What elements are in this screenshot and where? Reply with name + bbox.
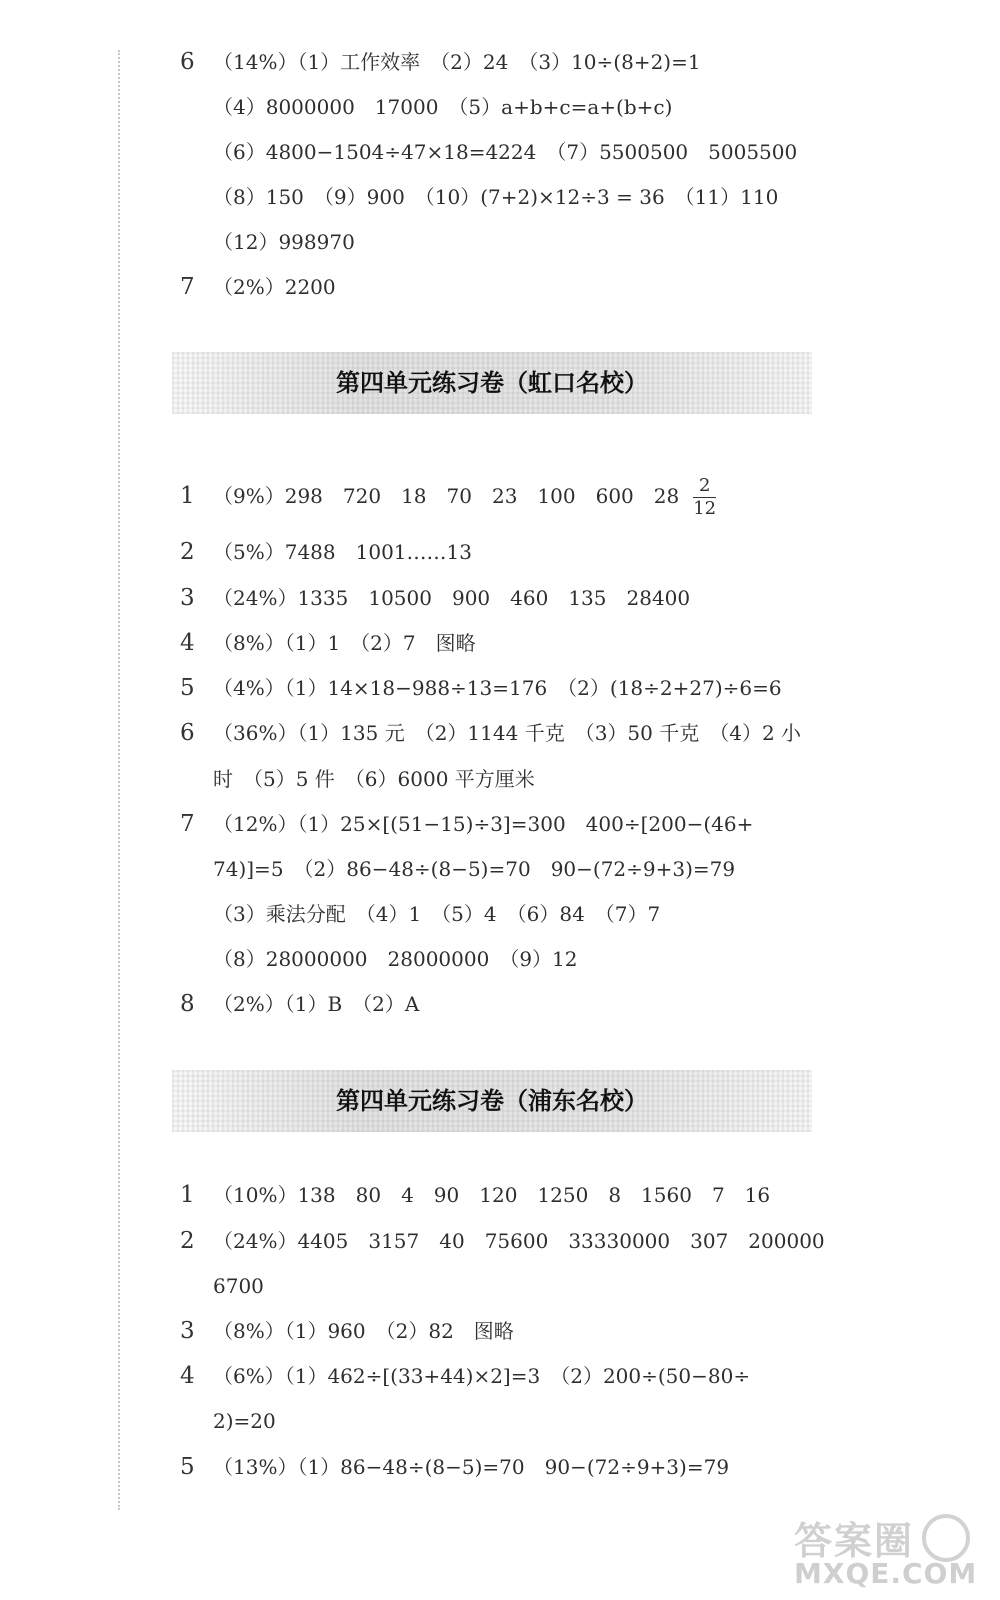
answer-text: 6700: [213, 1274, 264, 1298]
section-banner-hongkou: [172, 352, 812, 414]
answer-line: [180, 714, 801, 752]
answer-text: （2%）（1）B （2）A: [213, 992, 420, 1016]
answer-line: [180, 533, 472, 571]
answer-line: [180, 475, 717, 519]
answer-line: [213, 940, 578, 978]
answer-text: （24%）4405 3157 40 75600 33330000 307 200000: [213, 1229, 825, 1253]
answer-text: （14%）（1）工作效率 （2）24 （3）10÷(8+2)=1: [213, 50, 701, 74]
section-title: 第四单元练习卷（浦东名校）: [336, 1087, 648, 1115]
answer-line: [213, 760, 535, 798]
answer-text: （8）28000000 28000000 （9）12: [213, 947, 578, 971]
question-number: 4: [180, 1363, 195, 1389]
answer-line: [213, 133, 797, 171]
question-number: 7: [180, 811, 195, 837]
answer-line: [213, 223, 355, 261]
answer-text: 74)]=5 （2）86−48÷(8−5)=70 90−(72÷9+3)=79: [213, 857, 736, 881]
section-banner-pudong: [172, 1070, 812, 1132]
answer-text: （12%）（1）25×[(51−15)÷3]=300 400÷[200−(46+: [213, 812, 754, 836]
question-number: 1: [180, 1182, 195, 1208]
answer-text: （4%）（1）14×18−988÷13=176 （2）(18÷2+27)÷6=6: [213, 676, 782, 700]
question-number: 6: [180, 49, 195, 75]
answer-line: [180, 579, 690, 617]
answer-line: [213, 895, 660, 933]
answer-text: （36%）（1）135 元 （2）1144 千克 （3）50 千克 （4）2 小: [213, 721, 802, 745]
watermark-text: 答案圈: [794, 1519, 915, 1563]
question-number: 8: [180, 991, 195, 1017]
answer-text: （8）150 （9）900 （10）(7+2)×12÷3 = 36 （11）110: [213, 185, 779, 209]
answer-text: 时 （5）5 件 （6）6000 平方厘米: [213, 767, 535, 791]
question-number: 7: [180, 274, 195, 300]
section-title: 第四单元练习卷（虹口名校）: [336, 369, 648, 397]
question-number: 2: [180, 1228, 195, 1254]
question-number: 1: [180, 483, 195, 509]
answer-text: （8%）（1）960 （2）82 图略: [213, 1319, 514, 1343]
question-number: 3: [180, 1318, 195, 1344]
answer-text: （6%）（1）462÷[(33+44)×2]=3 （2）200÷(50−80÷: [213, 1364, 751, 1388]
answer-text: （8%）（1）1 （2）7 图略: [213, 631, 476, 655]
question-number: 2: [180, 539, 195, 565]
fraction-denominator: 12: [693, 498, 717, 519]
question-number: 3: [180, 585, 195, 611]
binding-margin-line: [118, 50, 120, 1510]
answer-text: （2%）2200: [213, 275, 336, 299]
answer-line: [213, 88, 672, 126]
answer-text: （13%）（1）86−48÷(8−5)=70 90−(72÷9+3)=79: [213, 1455, 730, 1479]
fraction-numerator: 2: [693, 475, 716, 498]
answer-line: [180, 1312, 514, 1350]
answer-line: [180, 1222, 825, 1260]
answer-line: [180, 985, 419, 1023]
answer-text: （4）8000000 17000 （5）a+b+c=a+(b+c): [213, 95, 673, 119]
question-number: 6: [180, 720, 195, 746]
answer-line: [180, 669, 782, 707]
answer-text: （24%）1335 10500 900 460 135 28400: [213, 586, 691, 610]
question-number: 4: [180, 630, 195, 656]
answer-line: [180, 43, 701, 81]
answer-line: [213, 178, 778, 216]
answer-line: [213, 1267, 264, 1305]
answer-text: （10%）138 80 4 90 120 1250 8 1560 7 16: [213, 1183, 771, 1207]
answer-line: [180, 268, 336, 306]
answer-text: （3）乘法分配 （4）1 （5）4 （6）84 （7）7: [213, 902, 661, 926]
answer-line: [180, 1176, 770, 1214]
watermark-seal-icon: [922, 1514, 970, 1562]
question-number: 5: [180, 675, 195, 701]
answer-line: [180, 1357, 750, 1395]
answer-line: [180, 805, 753, 843]
answer-text: （9%）298 720 18 70 23 100 600 28: [213, 484, 680, 508]
answer-text: 2)=20: [213, 1409, 276, 1433]
answer-line: [180, 624, 476, 662]
answer-text: （12）998970: [213, 230, 355, 254]
answer-text: （6）4800−1504÷47×18=4224 （7）5500500 5005500: [213, 140, 798, 164]
answer-text: （5%）7488 1001……13: [213, 540, 472, 564]
question-number: 5: [180, 1454, 195, 1480]
watermark-url: MXQE.COM: [794, 1557, 978, 1590]
watermark-logo: [794, 1510, 978, 1590]
answer-line: [213, 850, 735, 888]
fraction: [693, 475, 716, 520]
answer-line: [213, 1402, 276, 1440]
answer-line: [180, 1448, 729, 1486]
